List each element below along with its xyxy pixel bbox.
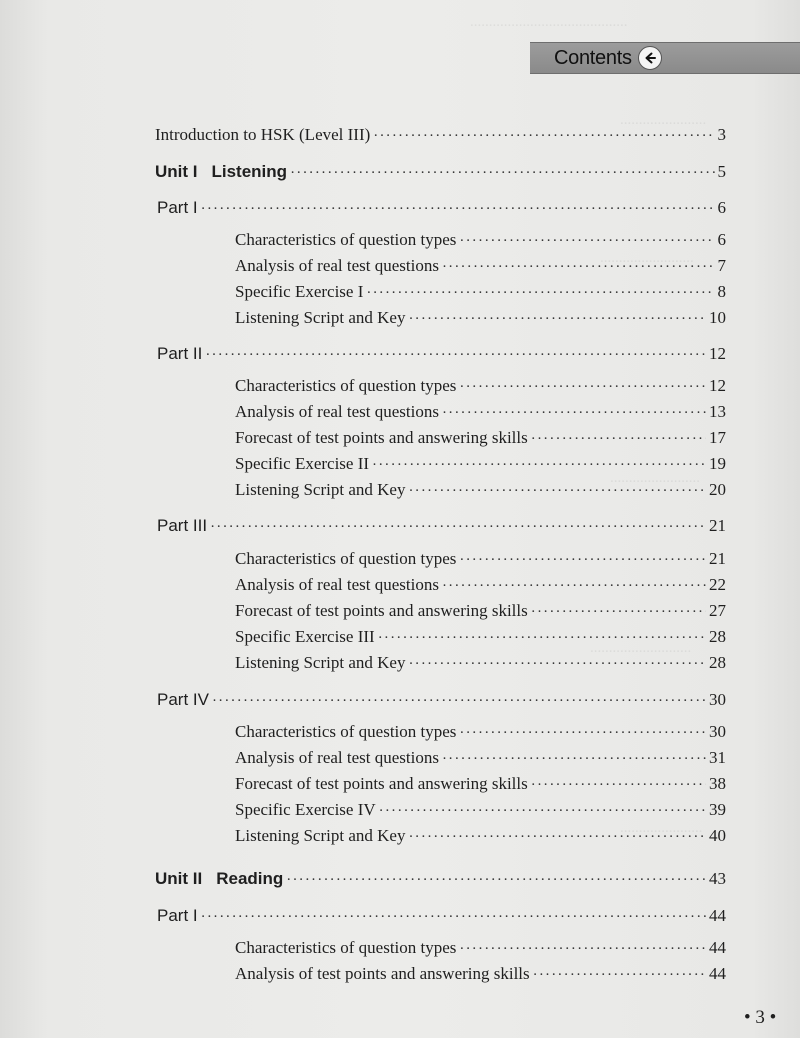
toc-entry[interactable] [235,963,726,986]
toc-page-number: 31 [709,748,726,767]
toc-entry[interactable] [155,161,726,184]
dot-leader [286,869,706,891]
toc-page-number: 20 [709,480,726,499]
toc-page-number: 21 [709,549,726,568]
toc-page-number: 28 [709,653,726,672]
toc-page-number: 12 [709,376,726,395]
toc-entry-label: Characteristics of question types [235,938,457,957]
toc-entry[interactable] [157,515,726,538]
toc-entry-label [155,868,283,890]
toc-entry[interactable] [157,343,726,366]
dot-leader [379,800,706,822]
toc-page-number: 30 [709,690,726,709]
toc-page-number: 22 [709,575,726,594]
toc-entry[interactable] [235,574,726,597]
dot-leader [366,282,714,304]
dot-leader [459,549,706,571]
toc-entry[interactable] [235,937,726,960]
toc-entry[interactable] [235,401,726,424]
contents-title: Contents [554,46,632,69]
toc-entry-label: Analysis of real test questions [235,575,439,594]
dot-leader [459,722,706,744]
toc-entry-label: Characteristics of question types [235,549,457,568]
toc-entry-label: Characteristics of question types [235,376,457,395]
toc-entry[interactable] [235,773,726,796]
dot-leader [290,162,714,184]
dot-leader [212,690,706,712]
toc-entry[interactable] [157,689,726,712]
dot-leader [531,774,706,796]
toc-entry[interactable] [235,747,726,770]
toc-entry[interactable] [235,453,726,476]
toc-entry-label: Characteristics of question types [235,722,457,741]
unit-number: Unit I [155,162,198,181]
toc-entry-label: Forecast of test points and answering skills [235,428,528,447]
toc-entry-label: Specific Exercise I [235,282,364,301]
toc-page-number: 30 [709,722,726,741]
toc-entry-label: Analysis of real test questions [235,256,439,275]
dot-leader [408,653,706,675]
toc-entry-label: Characteristics of question types [235,230,457,249]
toc-page-number: 3 [717,125,726,144]
dot-leader [459,938,706,960]
dot-leader [459,230,714,252]
toc-entry[interactable] [155,124,726,147]
toc-page-number: 13 [709,402,726,421]
toc-entry-label: Analysis of real test questions [235,748,439,767]
dot-leader [533,964,706,986]
toc-entry[interactable] [235,375,726,398]
toc-page-number: 39 [709,800,726,819]
toc-entry[interactable] [235,626,726,649]
toc-page-number: 27 [709,601,726,620]
toc-page-number: 21 [709,516,726,535]
toc-entry[interactable] [157,197,726,220]
unit-title: Listening [211,162,288,181]
toc-page-number: 6 [717,198,726,217]
toc-page-number: 28 [709,627,726,646]
dot-leader [408,480,706,502]
toc-page-number: 6 [717,230,726,249]
toc-page-number: 10 [709,308,726,327]
unit-title: Reading [216,869,284,888]
toc-page-number: 5 [717,162,726,181]
toc-entry-label: Analysis of real test questions [235,402,439,421]
toc-page-number: 40 [709,826,726,845]
toc-page-number: 7 [717,256,726,275]
dot-leader [373,125,714,147]
dot-leader [459,376,706,398]
toc-page-number: 44 [709,938,726,957]
toc-entry-label: Listening Script and Key [235,826,406,845]
toc-entry-label: Part IV [157,690,209,709]
toc-entry-label: Specific Exercise II [235,454,370,473]
toc-entry[interactable] [235,825,726,848]
toc-page-number: 8 [717,282,726,301]
toc-entry-label: Listening Script and Key [235,653,406,672]
toc-page-number: 38 [709,774,726,793]
toc-entry[interactable] [157,905,726,928]
toc-entry[interactable] [235,307,726,330]
dot-leader [408,826,706,848]
toc-entry[interactable] [235,229,726,252]
dot-leader [442,402,706,424]
toc-entry[interactable] [235,799,726,822]
toc-entry[interactable] [235,255,726,278]
page-number: • 3 • [744,1007,777,1028]
toc-entry[interactable] [235,721,726,744]
toc-entry-label: Forecast of test points and answering skills [235,601,528,620]
toc-entry[interactable] [235,652,726,675]
dot-leader [442,575,706,597]
unit-number: Unit II [155,869,203,888]
toc-page-number: 44 [709,906,726,925]
toc-entry[interactable] [235,427,726,450]
dot-leader [372,454,706,476]
toc-entry[interactable] [235,548,726,571]
toc-entry-label: Specific Exercise III [235,627,375,646]
dot-leader [442,256,715,278]
toc-page-number: 12 [709,344,726,363]
toc-entry-label: Forecast of test points and answering skills [235,774,528,793]
toc-entry[interactable] [235,600,726,623]
dot-leader [531,428,706,450]
toc-entry[interactable] [235,281,726,304]
toc-page-number: 19 [709,454,726,473]
toc-entry-label [155,161,287,183]
toc-entry-label: Analysis of test points and answering skills [235,964,530,983]
toc-entry-label: Specific Exercise IV [235,800,376,819]
toc-page-number: 44 [709,964,726,983]
toc-entry-label: Listening Script and Key [235,308,406,327]
dot-leader [531,601,706,623]
dot-leader [378,627,706,649]
toc-entry-label: Introduction to HSK (Level III) [155,125,371,144]
dot-leader [201,198,715,220]
toc-entry-label: Listening Script and Key [235,480,406,499]
dot-leader [205,344,706,366]
toc-entry-label: Part I [157,906,198,925]
toc-entry[interactable] [235,479,726,502]
toc-entry[interactable] [155,868,726,891]
toc-entry-label: Part II [157,344,203,363]
toc-page-number: 17 [709,428,726,447]
dot-leader [408,308,706,330]
dot-leader [442,748,706,770]
toc-entry-label: Part III [157,516,208,535]
book-page: .......................................... ....................... ......................... ........................ ........................... ...................... Contents Introduction to HSK (Level III) ····· 3 Unit I Listening ····· 5 Part I ····· 6 Characteristics of question types ····· 6 Analysis of real test questions ····· 7 Specific Exercise I ····· 8 Listening Script and Key ····· 10 Part II ····· 12 Characteristics of question types ····· 12 Analysis of real test questions ····· 13 Forecast of test points and answering skills ····· 17 Specific Exercise II ····· 19 Listening Script and Key ····· 20 Part III ····· 21 Characteristics of question types ····· 21 Analysis of real test questions ····· 22 Forecast of test points and answering skills ····· 27 Specific Exercise III ····· 28 Listening Script and Key ····· 28 Part IV ····· 30 Characteristics of question types ····· 30 Analysis of real test questions ····· 31 Forecast of test points and answering skills ····· 38 Specific Exercise IV ····· 39 Listening Script and Key ····· 40 Unit II Reading ····· 43 Part I ····· 44 Characteristics of question types ····· 44 Analysis of test points and answering skills ····· 44 • 3 • [0,0,800,1038]
dot-leader [210,516,706,538]
toc-page-number: 43 [709,869,726,888]
toc-entry-label: Part I [157,198,198,217]
dot-leader [201,906,706,928]
